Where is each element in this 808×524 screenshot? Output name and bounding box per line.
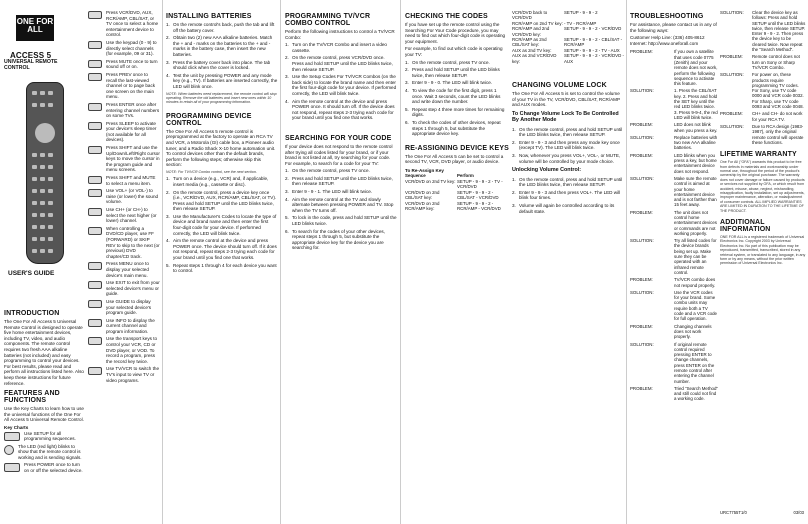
footer: URC7755T1/0 03/03 [720, 510, 804, 515]
key-skip: When controlling a DVD/CD player, use FF (FORWARD) or SKIP REV to skip to the next (or previous) DVD chapter/CD track. [88, 226, 160, 260]
warranty-text: One For All ("OFA") warrants this product to be free from defects in materials and workmanship under normal use, throughout the period of the product's ownership by the original purchaser. The warranty does not cover damage or failure caused by products or services not supplied by OFA, or which result from accident, misuse, abuse, neglect, mishandling, misapplication, faulty installation, set up adjustments, improper maintenance, alteration, or maladjustment of consumer controls. ALL IMPLIED WARRANTIES ARE LIMITED IN DURATION TO THE LIFETIME OF THE PRODUCT. [720, 160, 805, 213]
panel-warranty [720, 0, 806, 524]
problem-row: PROBLEM: Changing channels does not work properly. [630, 323, 712, 340]
volume-key-icon [88, 189, 102, 197]
keypad-icon [88, 41, 102, 49]
key-volume: Use VOL+ (or VOL-) to raise (or lower) the sound volume. [88, 188, 160, 205]
problem-row: PROBLEM: Tried "Search Method" and still could not find a working code. [630, 385, 718, 402]
brand-logo: ONE FOR ALL [16, 15, 54, 41]
device-text: The One For All Access 5 remote control is preprogrammed at the factory to operate an RCA TV and VCR, a Motorola (GI) cable box, a Pioneer audio tuner, and a Radio Shack X-10 home automation unit. To control devices other than the default brands, perform the following steps; otherwise skip this section: [166, 128, 276, 168]
key-led: The LED (red light) blinks to show that the remote control is working and is sending signals. [4, 444, 84, 461]
skip-key-icon [88, 227, 102, 235]
unlock-subtitle: Unlocking Volume Control: [512, 167, 582, 174]
problem-row: SOLUTION: Use the VCR codes for your brand. Some combo units may require both a TV code and a VCR code for full operation. [630, 289, 717, 322]
info-title: ADDITIONAL INFORMATION [720, 219, 771, 233]
panel-codes-volume: VCR/DVD back to VCR/DVD SETUP - 9 - 9 - 2 RCR/AMP on 2nd TV key: - TV - RCR/AMP RCR/AMP and 2nd VCR/DVD key: SETUP - 9 - 9 - 2 - VCR/DVD RCR/AMP as 2nd CBL/SAT key: SETUP - 9 - 9 - 2 - CBL/SAT - RCR/AMP AUX as 2nd TV key: SETUP - 9 - 9 - 2 - TV - AUX AUX as 2nd VCR/DVD key: SETUP - 9 - 9 - 2 - VCR/DVD - AUX CHANGING VOLUME LOCK The One For All Access 5 is set to control the volume of your TV in the TV, VCR/DVD, CBL/SAT, RCR/AMP and AUX modes. To Change Volume Lock To Be Controlled By Another Mode 1. On the remote control, press and hold SETUP until the LED blinks twice, then release SETUP. 2. Enter 9 - 9 - 3 and then press any mode key once (except TV). The LED will blink twice. 3. Now, whenever you press VOL+, VOL-, or MUTE, volume will be controlled by your mode choice. Unlocking Volume Control: 1. On the remote control, press and hold SETUP until the LED blinks twice, then release SETUP. 2. Enter 9 - 9 - 3 and then press VOL+. The LED will blink four times. 3. Volume will again be controlled according to its default state. [512, 10, 624, 214]
reassign-row: VCR/DVD on 2nd TV key: SETUP - 9 - 9 - 2 - TV - VCR/DVD [405, 178, 503, 190]
code-row: RCR/AMP on 2nd TV key: - TV - RCR/AMP [512, 20, 597, 26]
key-prev: Press PREV once to recall the last-viewed channel or to page back one screen on the main menu. [88, 72, 160, 100]
trouble-intro: For assistance, please contact us in any of the following ways: [630, 22, 717, 33]
sleep-key-icon [88, 122, 102, 130]
key-charts-label: Key Charts [4, 424, 29, 430]
problem-row: PROBLEM: LED blinks when you press a key, but home entertainment device does not respond. [630, 152, 717, 174]
key-mode: Press VCR/DVD, AUX, RCR/AMP, CBL/SAT, or TV once to select a home entertainment device to control. [88, 10, 160, 38]
battery-note: NOTE: When batteries need replacement, the remote control will stop operating. Remove the old batteries and insert new ones within 10 minutes to retain all of your programming information. [166, 91, 277, 105]
key-enter: Press ENTER once after entering channel numbers on some TVs. [88, 102, 160, 119]
code-row: RCR/AMP as 2nd CBL/SAT key: SETUP - 9 - 9 - 2 - CBL/SAT - RCR/AMP [512, 37, 623, 48]
fold-line-1 [162, 0, 163, 524]
model-name: ACCESS 5 [10, 51, 52, 60]
menu-key-icon [88, 262, 102, 270]
device-title: PROGRAMMING DEVICE CONTROL [166, 112, 252, 127]
code-row: AUX as 2nd TV key: SETUP - 9 - 9 - 2 - TV - AUX [512, 47, 620, 53]
code-row: VCR/DVD back to VCR/DVD SETUP - 9 - 9 - 2 [512, 10, 598, 21]
panel-check-volume: CHECKING THE CODES If you have set up the remote control using the Searching For Your Code procedure, you may need to find out which four-digit code is operating your equipment. For example, to find out which code is operating your TV: 1. On the remote control, press TV once. 2. Press and hold SETUP until the LED blinks twice, then release SETUP. 3. Enter 9 - 9 - 0. The LED will blink twice. 4. To view the code for the first digit, press 1 once. Wait 3 seconds, count the LED blinks and write down the number. 5. Repeat step 4 three more times for remaining digits. 6. To check the codes of other devices, repeat steps 1 through 5, but substitute the appropriate device key. RE-ASSIGNING DEVICE KEYS The One For All Access 5 can be set to control a second TV, VCR, DVD player, or audio device. To Re-Assign Key Sequence Perform VCR/DVD on 2nd TV key: SETUP - 9 - 9 - 2 - TV - VCR/DVD VCR/DVD on 2nd CBL/SAT key: SETUP - 9 - 9 - 2 - CBL/SAT - VCR/DVD VCR/DVD on 2nd RCR/AMP key: SETUP - 9 - 9 - 2 - RCR/AMP - VCR/DVD [405, 13, 509, 211]
led-icon [4, 445, 14, 455]
panel-troubleshooting [630, 0, 718, 524]
contact-phone: Customer Help Line: (336) 405-8612 [630, 35, 705, 41]
panel-cover [4, 0, 84, 524]
key-channel: Use CH+ (or CH-) to select the next higher (or lower) channel. [88, 207, 160, 224]
problem-row: SOLUTION: Due to RCA design (1983-1987), only the original remote control will operate these functions. [720, 123, 804, 145]
device-note: NOTE: For TV/VCR Combo control, see the next section. [166, 169, 257, 174]
setup-key-icon [4, 432, 20, 441]
panel-key-list [88, 0, 160, 524]
info-key-icon [88, 319, 102, 327]
features-text: Use the Key Charts to learn how to use the universal functions of the One For All Access 5 Universal Remote Control. [4, 406, 84, 423]
combo-intro: Perform the following instructions to control a TV/VCR Combo: [285, 29, 395, 40]
code-row: AUX as 2nd VCR/DVD key: SETUP - 9 - 9 - 2 - VCR/DVD - AUX [512, 53, 624, 64]
key-mute: Press MUTE once to turn sound off or on. [88, 59, 160, 70]
key-shift-mute: Press SHIFT and MUTE to select a menu item. [88, 175, 160, 186]
problem-row: PROBLEM: The unit does not control home entertainment devices or commands are not working properly. [630, 209, 717, 236]
problem-row: SOLUTION: Make sure the remote control is aimed at your home entertainment device and is not farther than 15 feet away. [630, 175, 717, 208]
info-text: ONE FOR ALL is a registered trademark of Universal Electronics Inc. Copyright 2003 by Universal Electronics Inc. No part of this publication may be reproduced, transmitted, transcribed, stored in any retrieval system, or translated to any language, in any form or by any means, without the prior written permission of Universal Electronics Inc. [720, 235, 806, 266]
check-title: CHECKING THE CODES [405, 13, 488, 20]
volume-text: The One For All Access 5 is set to control the volume of your TV in the TV, VCR/DVD, CBL/SAT, RCR/AMP and AUX modes. [512, 91, 620, 108]
prev-key-icon [88, 73, 102, 81]
panel-batteries-programming: INSTALLING BATTERIES 1. On the remote control's back, push the tab and lift off the battery cover. 2. Obtain two (2) new AAA alkaline batteries. Match the + and - marks on the batteries to the + and - marks in the battery case, then insert the new batteries. 3. Press the battery cover back into place. The tab should click when the cover is locked. 4. Test the unit by pressing POWER and any mode key (e.g., TV). If batteries are inserted correctly, the LED will blink once. NOTE: When batteries need replacement, the remote control will stop operating. Remove the old batteries and insert new ones within 10 minutes to retain all of your programming information. PROGRAMMING DEVICE CONTROL The One For All Access 5 remote control is preprogrammed at the factory to operate an RCA TV and VCR, a Motorola (GI) cable box, a Pioneer audio tuner, and a Radio Shack X-10 home automation unit. To control devices other than the default brands, perform the following steps; otherwise skip this section: NOTE: For TV/VCR Combo control, see the next section. 1. Turn on a device (e.g., VCR) and, if applicable, insert media (e.g., cassette or disc). 2. On the remote control, press a device key once (i.e., VCR/DVD, AUX, RCR/AMP, CBL/SAT, or TV). Press and hold SETUP until the LED blinks twice, then release SETUP. 3. Use the Manufacturer's Codes to locate the type of device and brand name and then enter the first four-digit code for your device. If performed correctly, the LED will blink twice. 4. Aim the remote control at the device and press POWER once. The device should turn off. If it does not respond, repeat steps 2-3 trying each code for your brand until you find one that works. 5. Repeat steps 1 through 4 for each device you want to control. [166, 13, 278, 274]
check-example: For example, to find out which code is operating your TV: [405, 46, 503, 57]
shift-key-icon [88, 176, 102, 184]
tvvcr-key-icon [88, 367, 102, 375]
problem-row: PROBLEM: TV/VCR combo does not respond properly. [630, 277, 716, 288]
reassign-row: VCR/DVD on 2nd CBL/SAT key: SETUP - 9 - 9 - 2 - CBL/SAT - VCR/DVD [405, 189, 499, 201]
features-title: FEATURES AND FUNCTIONS [4, 390, 60, 405]
remote-illustration [26, 82, 64, 264]
cursor-keys-icon [88, 146, 102, 154]
key-info: Use INFO to display the current channel and program information. [88, 318, 160, 335]
users-guide-label: USER'S GUIDE [8, 270, 55, 277]
key-keypad: Use the keypad (0 - 9) to directly select channels (for example, 09 or 31). [88, 40, 160, 57]
key-menu: Press MENU once to display your selected device's main menu. [88, 261, 160, 278]
intro-text: The One For All Access 5 Universal Remote Control is designed to operate five home entertainment devices, including TV, video, and audio components. The remote control requires two fresh AAA alkaline batteries (not included) and easy programming to control your devices. For best results, please read and perform all instructions listed here. Also keep these instructions for future reference. [4, 319, 84, 386]
power-key-icon [4, 463, 20, 472]
fold-line-3 [400, 0, 401, 524]
guide-key-icon [88, 300, 102, 308]
search-intro: If your device does not respond to the remote control after trying all codes listed for your brand, or if your brand is not listed at all, try searching for your code. For example, to search for a code for your TV: [285, 143, 393, 166]
code-row: RCR/AMP and 2nd VCR/DVD key: SETUP - 9 - 9 - 2 - VCR/DVD [512, 26, 622, 37]
key-setup: Use SETUP for all programming sequences. [4, 431, 84, 442]
problem-row: SOLUTION: Try all listed codes for the device brands being set up. Make sure they can be operated with an infrared remote control. [630, 238, 717, 275]
key-sleep: Press SLEEP to activate your device's sleep timer (not available for all devices). [88, 121, 160, 143]
problem-row: PROBLEM: LED does not blink when you press a key. [630, 122, 718, 133]
intro-title: INTRODUCTION [4, 310, 60, 317]
product-subtitle: UNIVERSAL REMOTE CONTROL [4, 59, 58, 71]
problem-row: SOLUTION: For power on, these products require programming TV codes. For Sony, use TV code 0000 and VCR code 0032. For Sharp, use TV code 0093 and VCR code 0048. [720, 72, 804, 110]
mute-key-icon [88, 60, 102, 68]
problem-row: SOLUTION: Replace batteries with two new AAA alkaline batteries. [630, 134, 718, 151]
search-title: SEARCHING FOR YOUR CODE [285, 134, 392, 142]
key-exit: Use EXIT to exit from your selected device's menu or guide. [88, 280, 160, 297]
key-guide: Use GUIDE to display your selected device's program guide. [88, 299, 160, 316]
relink-text: The One For All Access 5 can be set to control a second TV, VCR, DVD player, or audio device. [405, 153, 504, 165]
problem-row: SOLUTION: 1. Press the CBL/SAT key. 2. Press and hold the SET key until the red LED blinks twice. 3. Press 9-9-4, the red LED will blink twice. [630, 88, 718, 120]
reassign-header: Sequence Perform [405, 173, 474, 179]
key-shift-cursor: Press SHIFT and use the Up/Down/Left/Right cursor keys to move the cursor in the program guide and menu screens. [88, 145, 160, 173]
trouble-title: TROUBLESHOOTING [630, 13, 704, 20]
exit-key-icon [88, 281, 102, 289]
problem-row: SOLUTION: If original remote control required pressing ENTER to change channels, press ENTER on the remote control after entering the channel number. [630, 341, 715, 384]
mode-keys-icon [88, 11, 102, 19]
problem-row: PROBLEM: CH+ and CH- do not work for your RCA TV. [720, 111, 803, 122]
fold-line-2 [280, 0, 281, 524]
volume-subtitle: To Change Volume Lock To Be Controlled By Another Mode [512, 110, 619, 124]
problem-row: PROBLEM: Remote control does not turn on Sony or Sharp TV/VCR Combo. [720, 54, 800, 70]
channel-key-icon [88, 208, 102, 216]
relink-title: RE-ASSIGNING DEVICE KEYS [405, 144, 509, 152]
transport-keys-icon [88, 337, 102, 345]
problem-row: PROBLEM: If you own a satellite that uses code 0775 (Zenith) and your remote does not work, perform the following sequence to activate this feature. [630, 49, 718, 87]
problem-row: SOLUTION: Clear the device key as follows: Press and hold SETUP until the LED blinks twice, then release SETUP. Enter 9 - 9 - 2. Then press the device key to be cleared twice. Now repeat the "Search Method". [720, 10, 806, 53]
enter-key-icon [88, 103, 102, 111]
contact-web[interactable]: Internet: http://www.oneforall.com [630, 40, 699, 46]
check-text: If you have set up the remote control using the Searching For Your Code procedure, you may need to find out which four-digit code is operating your equipment. [405, 22, 506, 44]
key-tvvcr: Use TV/VCR to switch the TV's input to view TV or video programs. [88, 366, 160, 383]
reassign-row: VCR/DVD on 2nd RCR/AMP key: SETUP - 9 - 9 - 2 - RCR/AMP - VCR/DVD [405, 200, 501, 211]
warranty-title: LIFETIME WARRANTY [720, 151, 797, 159]
reassign-subtitle: To Re-Assign Key [405, 167, 444, 173]
batteries-title: INSTALLING BATTERIES [166, 13, 252, 20]
volume-title: CHANGING VOLUME LOCK [512, 82, 607, 90]
key-transport: Use the transport keys to control your VCR, CD or DVD player, or VOD. To record a program, press the record key twice. [88, 336, 160, 364]
panel-combo-search: PROGRAMMING TV/VCR COMBO CONTROL Perform the following instructions to control a TV/VCR Combo: 1. Turn on the TV/VCR Combo and insert a video cassette. 2. On the remote control, press VCR/DVD once. Press and hold SETUP until the LED blinks twice, then release SETUP. 3. Use the Setup Codes For TV/VCR Combos (on the back side) to locate the brand name and then enter the first four-digit code for your device. If performed correctly, the LED will blink twice. 4. Aim the remote control at the device and press POWER once. It should turn off. If the device does not respond, repeat steps 2-3 trying each code for your brand until you find one that works. SEARCHING FOR YOUR CODE If your device does not respond to the remote control after trying all codes listed for your brand, or if your brand is not listed at all, try searching for your code. For example, to search for a code for your TV: 1. On the remote control, press TV once. 2. Press and hold SETUP until the LED blinks twice, then release SETUP. 3. Enter 9 - 9 - 1. The LED will blink twice. 4. Aim the remote control at the TV and slowly alternate between pressing POWER and TV. Stop when the TV turns off. 5. To lock in the code, press and hold SETUP until the LED blinks twice. 6. To search for the codes of your other devices, repeat steps 1 through 5, but substitute the appropriate device key for the device you are searching for. [285, 13, 397, 251]
fold-line-4 [626, 0, 627, 524]
key-power: Press POWER once to turn on or off the selected device. [4, 462, 84, 473]
combo-title: PROGRAMMING TV/VCR COMBO CONTROL [285, 13, 371, 27]
